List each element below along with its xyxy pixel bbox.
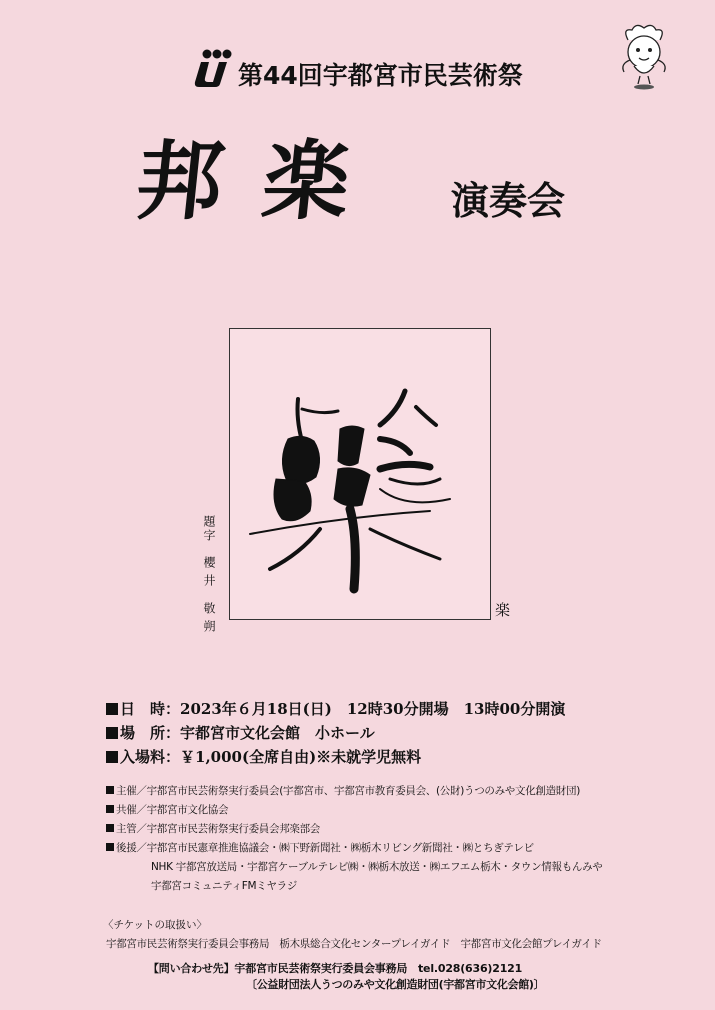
tickets-heading: 〈チケットの取扱い〉	[103, 919, 208, 931]
venue-label: 場 所：	[120, 724, 181, 742]
bullet-square-icon	[106, 703, 118, 715]
bullet-square-icon	[106, 824, 114, 832]
organizer-support-line-3: 宇都宮コミュニティFMミヤラジ	[151, 880, 298, 892]
date-row	[106, 697, 565, 721]
organizers	[106, 782, 603, 896]
calligraphy-character-label: 楽	[495, 601, 511, 619]
mascot-icon	[608, 20, 680, 92]
fee-label: 入場料：	[120, 748, 181, 766]
venue-row	[106, 721, 565, 745]
contact-subline: 〔公益財団法人うつのみや文化創造財団(宇都宮市文化会館)〕	[246, 978, 545, 991]
date-value: 2023年６月18日(日) 12時30分開場 13時00分開演	[180, 700, 566, 718]
calligraphy-artist-name: 櫻井 敬朔	[202, 556, 216, 638]
main-title-concert: 演奏会	[451, 178, 566, 223]
festival-title: 第44回宇都宮市民芸術祭	[238, 61, 523, 90]
venue-value: 宇都宮市文化会館 小ホール	[180, 724, 375, 742]
organizer-host: 主催／宇都宮市民芸術祭実行委員会(宇都宮市、宇都宮市教育委員会、(公財)うつのみや文化創造財団)	[106, 782, 603, 801]
bullet-square-icon	[106, 727, 118, 739]
contact-line: 【問い合わせ先】宇都宮市民芸術祭実行委員会事務局 tel.028(636)2121	[148, 962, 523, 975]
calligraphy-frame	[229, 328, 491, 620]
fee-value: ￥1,000(全席自由)※未就学児無料	[180, 748, 422, 766]
organizer-support-line-2: NHK 宇都宮放送局・宇都宮ケーブルテレビ㈱・㈱栃木放送・㈱エフエム栃木・タウン情報もんみや	[151, 861, 603, 873]
fee-row	[106, 745, 565, 769]
bullet-square-icon	[106, 805, 114, 813]
bullet-square-icon	[106, 786, 114, 794]
main-title-hogaku: 邦楽	[131, 131, 395, 232]
tickets-outlets: 宇都宮市民芸術祭実行委員会事務局 栃木県総合文化センタープレイガイド 宇都宮市文化会館プレイガイド	[106, 938, 602, 950]
organizer-support: 後援／宇都宮市民憲章推進協議会・㈱下野新聞社・㈱栃木リビング新聞社・㈱とちぎテレビ	[106, 839, 603, 858]
bullet-square-icon	[106, 843, 114, 851]
bullet-square-icon	[106, 751, 118, 763]
organizer-cohost: 共催／宇都宮市文化協会	[106, 801, 603, 820]
date-label: 日 時：	[120, 700, 181, 718]
calligraphy-artwork-icon	[230, 329, 490, 619]
calligraphy-caption-label: 題字	[202, 515, 216, 543]
organizer-manager: 主管／宇都宮市民芸術祭実行委員会邦楽部会	[106, 820, 603, 839]
festival-logo-icon	[193, 48, 233, 88]
event-details	[106, 697, 565, 769]
